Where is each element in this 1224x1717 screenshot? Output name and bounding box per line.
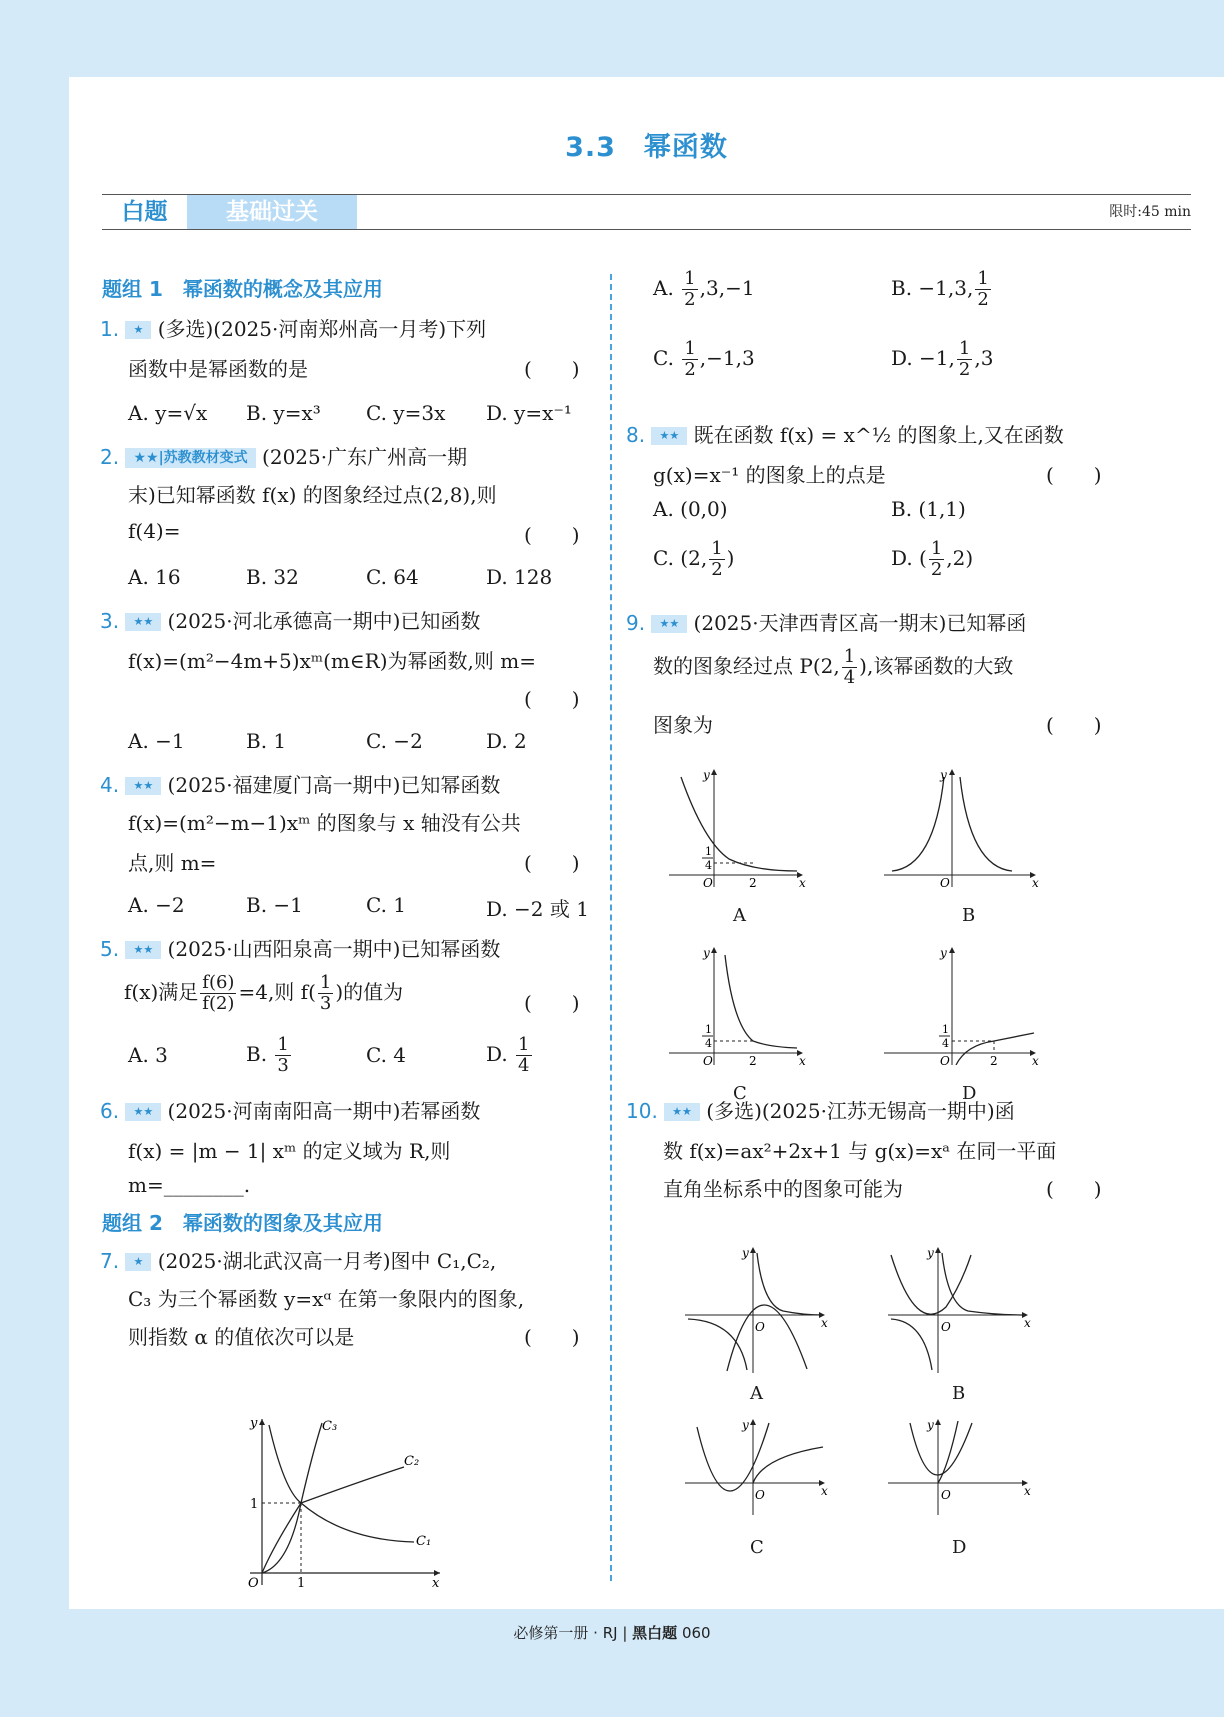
page-footer: 必修第一册 · RJ | 黑白题 060: [513, 1624, 711, 1642]
curve-c3-label: C₃: [322, 1419, 338, 1434]
page-title: 3.3 幂函数: [565, 132, 728, 163]
q7-option-a: A. $\frac{1}{2}$ ,3,−1: [653, 268, 755, 310]
q10-line2: 数 f(x)=ax²+2x+1 与 g(x)=xᵃ 在同一平面: [663, 1139, 1057, 1163]
q1-line2: 函数中是幂函数的是: [128, 357, 308, 381]
q9-answer-paren: ( ): [1046, 713, 1102, 737]
curve-c2-label: C₂: [404, 1454, 420, 1469]
svg-text:y: y: [927, 1246, 934, 1260]
q9-caption-d: D: [962, 1083, 977, 1104]
q10-line1: 10. ★★ (多选)(2025·江苏无锡高一期中)函: [626, 1099, 1015, 1123]
q10-caption-d: D: [952, 1537, 967, 1558]
svg-text:2: 2: [990, 1054, 998, 1065]
difficulty-star-icon: ★★: [664, 1103, 700, 1121]
q4-line1: 4. ★★ (2025·福建厦门高一期中)已知幂函数: [100, 773, 501, 797]
q4-option-d: D. −2 或 1: [486, 897, 589, 921]
column-divider: [610, 274, 612, 1581]
x-tick-1: 1: [297, 1576, 306, 1587]
q5-option-d: D. $\frac{1}{4}$: [486, 1034, 530, 1076]
axis-x-label: x: [432, 1576, 440, 1587]
q8-option-a: A. (0,0): [653, 497, 728, 521]
q7-line3: 则指数 α 的值依次可以是: [128, 1325, 355, 1349]
q2-line2: 末)已知幂函数 f(x) 的图象经过点(2,8),则: [128, 483, 497, 507]
q8-line1: 8. ★★ 既在函数 f(x) = x^½ 的图象上,又在函数: [626, 423, 1064, 447]
difficulty-star-icon: ★★: [125, 613, 161, 631]
svg-text:y: y: [742, 1418, 749, 1432]
q5-option-c: C. 4: [366, 1043, 407, 1067]
svg-text:x: x: [1032, 876, 1039, 887]
svg-text:y: y: [927, 1418, 934, 1432]
q10-graph-d: [886, 1417, 1036, 1517]
q9-caption-a: A: [733, 905, 746, 926]
svg-text:x: x: [1032, 1054, 1039, 1065]
svg-text:1: 1: [942, 1023, 949, 1036]
q2-option-a: A. 16: [128, 565, 181, 589]
q4-option-c: C. 1: [366, 893, 407, 917]
svg-text:2: 2: [749, 876, 757, 887]
q4-line3: 点,则 m=: [128, 851, 217, 875]
svg-text:x: x: [821, 1316, 828, 1330]
svg-text:x: x: [1024, 1484, 1031, 1498]
svg-text:O: O: [941, 1320, 951, 1334]
q10-caption-c: C: [750, 1537, 764, 1558]
q3-answer-paren: ( ): [524, 687, 580, 711]
page-sheet: [69, 77, 1224, 1609]
difficulty-star-icon: ★★: [651, 427, 687, 445]
group2-heading: 题组 2 幂函数的图象及其应用: [102, 1211, 383, 1235]
difficulty-star-icon: ★★|苏教教材变式: [125, 448, 255, 468]
difficulty-star-icon: ★★: [125, 1103, 161, 1121]
q4-answer-paren: ( ): [524, 851, 580, 875]
q3-option-d: D. 2: [486, 729, 527, 753]
q6-line3: m=________.: [128, 1173, 251, 1197]
q6-line1: 6. ★★ (2025·河南南阳高一期中)若幂函数: [100, 1099, 481, 1123]
q1-line1: 1. ★ (多选)(2025·河南郑州高一月考)下列: [100, 317, 487, 341]
q9-graph-b: [884, 767, 1044, 887]
svg-text:1: 1: [705, 845, 712, 858]
svg-text:O: O: [940, 1054, 950, 1065]
q1-option-b: B. y=x³: [246, 401, 321, 425]
q8-option-c: C. (2, $\frac{1}{2}$ ): [653, 538, 735, 580]
q8-line2: g(x)=x⁻¹ 的图象上的点是: [653, 463, 886, 487]
q4-option-a: A. −2: [128, 893, 185, 917]
q5-option-a: A. 3: [128, 1043, 168, 1067]
svg-text:4: 4: [705, 1037, 712, 1050]
q9-line2: 数的图象经过点 P(2, $\frac{1}{4}$ ),该幂函数的大致: [653, 646, 1014, 688]
q7-graph: [244, 1415, 444, 1587]
svg-text:x: x: [1024, 1316, 1031, 1330]
q8-option-d: D. ( $\frac{1}{2}$ ,2): [891, 538, 974, 580]
q1-answer-paren: ( ): [524, 357, 580, 381]
svg-text:y: y: [940, 946, 947, 960]
svg-text:y: y: [940, 768, 947, 782]
footer-brand: 黑白题: [632, 1624, 678, 1642]
q2-option-d: D. 128: [486, 565, 553, 589]
difficulty-star-icon: ★: [125, 321, 151, 339]
q5-option-b: B. $\frac{1}{3}$: [246, 1034, 289, 1076]
q1-option-d: D. y=x⁻¹: [486, 401, 572, 425]
q5-line1: 5. ★★ (2025·山西阳泉高一期中)已知幂函数: [100, 937, 501, 961]
q9-caption-c: C: [733, 1083, 747, 1104]
q7-option-d: D. −1, $\frac{1}{2}$ ,3: [891, 338, 994, 380]
section-badge: 白题: [102, 195, 187, 229]
section-label: 基础过关: [187, 195, 357, 229]
q7-option-b: B. −1,3, $\frac{1}{2}$: [891, 268, 989, 310]
q10-graph-b: [886, 1245, 1036, 1375]
origin-label: O: [248, 1576, 259, 1587]
q9-graph-a: [669, 767, 809, 887]
q6-line2: f(x) = |m − 1| xᵐ 的定义域为 R,则: [128, 1139, 451, 1163]
svg-text:1: 1: [705, 1023, 712, 1036]
q1-option-a: A. y=√x: [128, 401, 208, 425]
q7-option-c: C. $\frac{1}{2}$ ,−1,3: [653, 338, 755, 380]
svg-text:O: O: [941, 1488, 951, 1502]
q3-line1: 3. ★★ (2025·河北承德高一期中)已知函数: [100, 609, 481, 633]
q10-graph-a: [683, 1245, 833, 1375]
page-number: 060: [681, 1624, 711, 1642]
difficulty-star-icon: ★: [125, 1253, 151, 1271]
q9-line1: 9. ★★ (2025·天津西青区高一期末)已知幂函: [626, 611, 1027, 635]
svg-text:O: O: [703, 876, 713, 887]
difficulty-star-icon: ★★: [651, 615, 687, 633]
q2-line1: 2. ★★|苏教教材变式 (2025·广东广州高一期: [100, 445, 468, 469]
q3-option-b: B. 1: [246, 729, 287, 753]
y-tick-1: 1: [250, 1497, 259, 1512]
curve-c1-label: C₁: [416, 1534, 432, 1549]
q3-option-a: A. −1: [128, 729, 185, 753]
q7-line2: C₃ 为三个幂函数 y=xᵅ 在第一象限内的图象,: [128, 1287, 525, 1311]
svg-text:x: x: [799, 1054, 806, 1065]
q2-answer-paren: ( ): [524, 523, 580, 547]
q7-answer-paren: ( ): [524, 1325, 580, 1349]
q8-answer-paren: ( ): [1046, 463, 1102, 487]
difficulty-star-icon: ★★: [125, 777, 161, 795]
axis-y-label: y: [250, 1416, 258, 1431]
q2-option-b: B. 32: [246, 565, 299, 589]
q10-line3: 直角坐标系中的图象可能为: [663, 1177, 903, 1201]
q2-line3: f(4)=: [128, 519, 181, 543]
svg-text:x: x: [821, 1484, 828, 1498]
q4-option-b: B. −1: [246, 893, 303, 917]
q10-caption-a: A: [750, 1383, 763, 1404]
svg-text:y: y: [703, 946, 710, 960]
section-bar: [102, 194, 1191, 230]
svg-text:2: 2: [749, 1054, 757, 1065]
svg-text:O: O: [703, 1054, 713, 1065]
q1-option-c: C. y=3x: [366, 401, 446, 425]
footer-book: 必修第一册 · RJ: [513, 1624, 618, 1642]
q5-line2: f(x)满足 $\frac{f(6)}{f(2)}$ =4,则 f( $\frac{1}{3}$ )的值为: [124, 972, 404, 1014]
svg-text:O: O: [755, 1320, 765, 1334]
q3-line2: f(x)=(m²−4m+5)xᵐ(m∈R)为幂函数,则 m=: [128, 649, 536, 673]
q9-graph-d: [884, 945, 1044, 1065]
q10-graph-c: [683, 1417, 833, 1517]
svg-text:y: y: [742, 1246, 749, 1260]
difficulty-star-icon: ★★: [125, 941, 161, 959]
group1-heading: 题组 1 幂函数的概念及其应用: [102, 277, 383, 301]
q7-line1: 7. ★ (2025·湖北武汉高一月考)图中 C₁,C₂,: [100, 1249, 497, 1273]
q10-caption-b: B: [952, 1383, 966, 1404]
svg-text:y: y: [703, 768, 710, 782]
q5-answer-paren: ( ): [524, 991, 580, 1015]
q4-line2: f(x)=(m²−m−1)xᵐ 的图象与 x 轴没有公共: [128, 811, 521, 835]
svg-text:4: 4: [705, 859, 712, 872]
q2-option-c: C. 64: [366, 565, 419, 589]
q10-answer-paren: ( ): [1046, 1177, 1102, 1201]
q9-graph-c: [669, 945, 809, 1065]
svg-text:O: O: [940, 876, 950, 887]
q3-option-c: C. −2: [366, 729, 423, 753]
q9-caption-b: B: [962, 905, 976, 926]
svg-text:O: O: [755, 1488, 765, 1502]
q8-option-b: B. (1,1): [891, 497, 966, 521]
svg-text:x: x: [799, 876, 806, 887]
svg-text:4: 4: [942, 1037, 949, 1050]
q9-line3: 图象为: [653, 713, 713, 737]
time-limit: 限时:45 min: [1109, 204, 1191, 220]
